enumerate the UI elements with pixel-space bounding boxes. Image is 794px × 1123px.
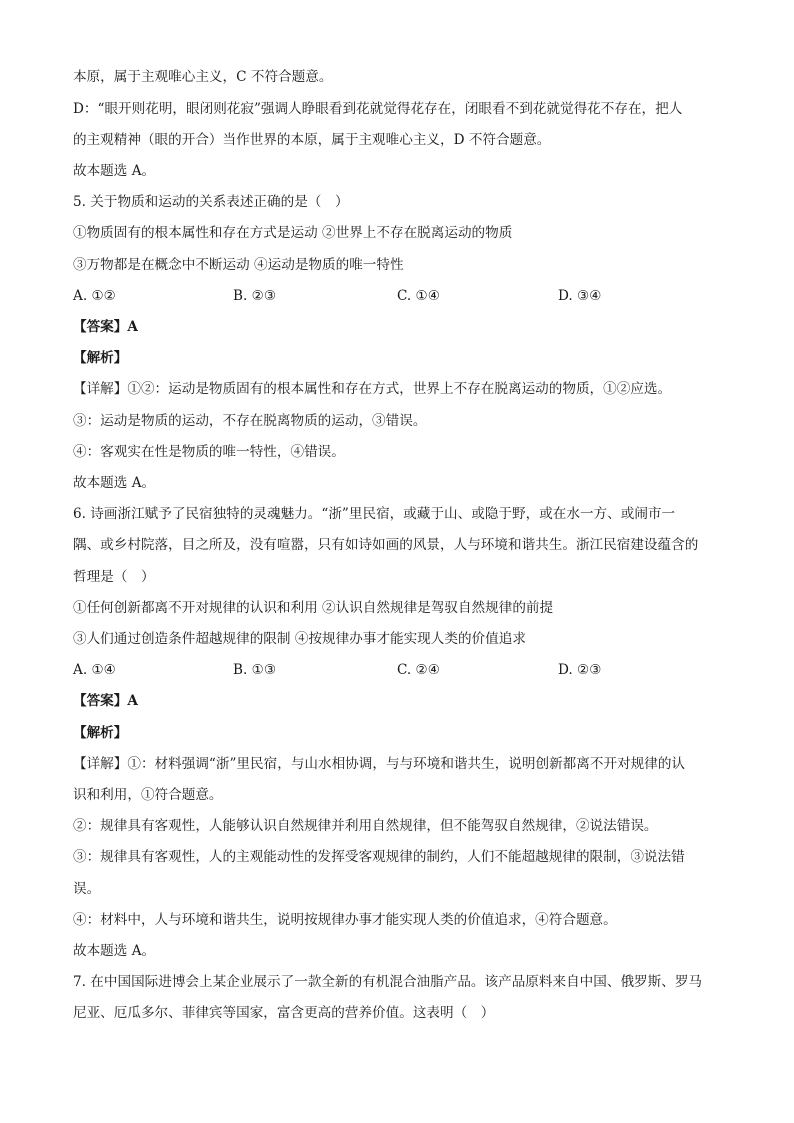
- question-6-statements-1: ①任何创新都离不开对规律的认识和利用 ②认识自然规律是驾驭自然规律的前提: [73, 600, 554, 616]
- question-6-detail-3: ③：规律具有客观性，人的主观能动性的发挥受客观规律的制约，人们不能超越规律的限制，③说法错: [73, 849, 685, 865]
- question-6-detail-1: 【详解】①：材料强调“浙”里民宿，与山水相协调，与与环境和谐共生，说明创新都离不开对规律的认: [73, 756, 686, 772]
- question-6-detail-3-cont: 误。: [73, 881, 101, 897]
- question-5-statements-1: ①物质固有的根本属性和存在方式是运动 ②世界上不存在脱离运动的物质: [73, 225, 513, 241]
- conclusion-line: 故本题选 A。: [73, 163, 156, 179]
- question-6-stem-1: 6. 诗画浙江赋予了民宿独特的灵魂魅力。“浙”里民宿，或藏于山、或隐于野，或在水一方、或闹市一: [73, 506, 676, 522]
- text-line: D：“眼开则花明，眼闭则花寂”强调人睁眼看到花就觉得花存在，闭眼看不到花就觉得花不存在，把人: [73, 101, 683, 117]
- conclusion-line: 故本题选 A。: [73, 475, 156, 491]
- question-6-stem-2: 隅、或乡村院落，目之所及，没有喧嚣，只有如诗如画的风景，人与环境和谐共生。浙江民宿建设蕴含的: [73, 537, 699, 553]
- question-5-option-c: C. ①④: [397, 288, 440, 304]
- question-5-option-a: A. ①②: [73, 288, 116, 304]
- question-5-stem: 5. 关于物质和运动的关系表述正确的是（ ）: [73, 194, 349, 210]
- question-7-stem-2: 尼亚、厄瓜多尔、菲律宾等国家，富含更高的营养价值。这表明（ ）: [73, 1005, 495, 1021]
- question-5-detail-1: 【详解】①②：运动是物质固有的根本属性和存在方式，世界上不存在脱离运动的物质，①②应选。: [73, 381, 672, 397]
- question-5-analysis-heading: 【解析】: [73, 350, 128, 366]
- question-6-option-d: D. ②③: [558, 662, 602, 678]
- question-6-option-c: C. ②④: [397, 662, 440, 678]
- text-line: 的主观精神（眼的开合）当作世界的本原，属于主观唯心主义，D 不符合题意。: [73, 132, 551, 148]
- question-7-stem-1: 7. 在中国国际进博会上某企业展示了一款全新的有机混合油脂产品。该产品原料来自中国、俄罗斯、罗马: [73, 974, 703, 990]
- question-6-analysis-heading: 【解析】: [73, 725, 128, 741]
- question-6-option-b: B. ①③: [233, 662, 277, 678]
- question-6-statements-2: ③人们通过创造条件超越规律的限制 ④按规律办事才能实现人类的价值追求: [73, 631, 526, 647]
- text-line: 本原，属于主观唯心主义，C 不符合题意。: [73, 69, 333, 85]
- conclusion-line: 故本题选 A。: [73, 943, 156, 959]
- question-5-detail-2: ③：运动是物质的运动，不存在脱离物质的运动，③错误。: [73, 413, 427, 429]
- question-6-answer: 【答案】A: [73, 693, 138, 709]
- question-6-option-a: A. ①④: [73, 662, 116, 678]
- question-5-option-b: B. ②③: [233, 288, 277, 304]
- question-6-detail-1-cont: 识和利用，①符合题意。: [73, 787, 223, 803]
- question-5-option-d: D. ③④: [558, 288, 602, 304]
- question-5-answer: 【答案】A: [73, 319, 138, 335]
- question-6-stem-3: 哲理是（ ）: [73, 569, 155, 585]
- question-5-statements-2: ③万物都是在概念中不断运动 ④运动是物质的唯一特性: [73, 257, 404, 273]
- question-6-detail-2: ②：规律具有客观性，人能够认识自然规律并利用自然规律，但不能驾驭自然规律，②说法错误。: [73, 818, 658, 834]
- question-6-detail-4: ④：材料中，人与环境和谐共生，说明按规律办事才能实现人类的价值追求，④符合题意。: [73, 912, 617, 928]
- question-5-detail-3: ④：客观实在性是物质的唯一特性，④错误。: [73, 444, 345, 460]
